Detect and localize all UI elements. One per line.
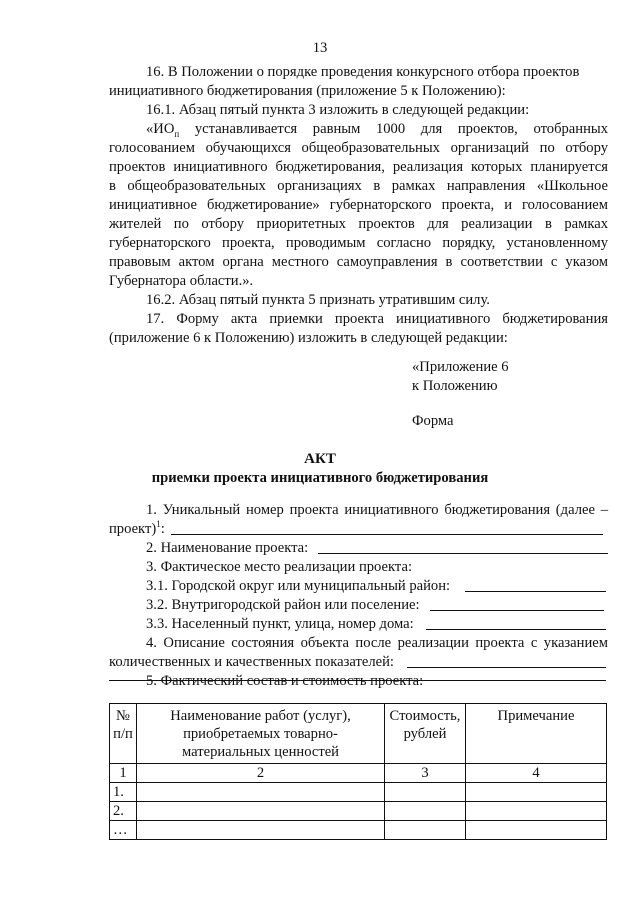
quote-line-8: правовым актом органа местного самоуправления в соответствии с указом	[109, 254, 608, 270]
act-subtitle: приемки проекта инициативного бюджетирования	[151, 470, 489, 486]
header-number: № п/п	[110, 704, 137, 764]
table-cell[interactable]	[137, 821, 385, 840]
field-1-label-cont: проект)$^1$:	[109, 519, 165, 537]
field-4-label: 4. Описание состояния объекта после реализации проекта с указанием	[146, 635, 608, 651]
quote-line-3: проектов инициативного бюджетирования, реализация которых планируется	[109, 159, 608, 175]
header-note: Примечание	[466, 704, 607, 764]
field-4-blank-1[interactable]	[407, 667, 606, 668]
paragraph-16-1: 16.1. Абзац пятый пункта 3 изложить в следующей редакции:	[146, 102, 530, 118]
table-cell[interactable]	[385, 802, 466, 821]
act-title: АКТ	[304, 451, 336, 467]
quote-line-7: губернаторского проекта, проводимым согласно порядку, установленному	[109, 235, 608, 251]
cost-table	[109, 703, 607, 840]
numbering-cell: 3	[385, 764, 466, 783]
quote-line-5: инициативное бюджетирование» губернаторского проекта, и голосованием	[109, 197, 608, 213]
field-3-3-blank[interactable]	[426, 629, 606, 630]
table-header-row	[110, 704, 607, 764]
quote-line-2: голосованием обучающихся общеобразовательных организаций по отбору	[109, 140, 608, 156]
table-row	[110, 783, 607, 802]
field-3-2-label: 3.2. Внутригородской район или поселение:	[146, 597, 420, 613]
paragraph-17-line-2: (приложение 6 к Положению) изложить в следующей редакции:	[109, 330, 508, 346]
table-cell[interactable]	[466, 821, 607, 840]
table-cell[interactable]	[466, 783, 607, 802]
appendix-line-2: к Положению	[412, 378, 498, 394]
table-cell[interactable]	[137, 802, 385, 821]
field-3-3-label: 3.3. Населенный пункт, улица, номер дома:	[146, 616, 414, 632]
row-number: …	[110, 821, 137, 840]
field-4-label-cont: количественных и качественных показателей:	[109, 654, 394, 670]
row-number: 2.	[110, 802, 137, 821]
quote-line-9: Губернатора области.».	[109, 273, 254, 289]
paragraph-16-line-2: инициативного бюджетирования (приложение 5 к Положению):	[109, 83, 506, 99]
page-number: 13	[312, 40, 328, 56]
quote-line-4: в общеобразовательных организациях в рамках направления «Школьное	[109, 178, 608, 194]
field-5-label: 5. Фактический состав и стоимость проекта:	[146, 673, 424, 689]
table-cell[interactable]	[137, 783, 385, 802]
field-3-label: 3. Фактическое место реализации проекта:	[146, 559, 412, 575]
field-3-2-blank[interactable]	[430, 610, 604, 611]
appendix-line-1: «Приложение 6	[412, 359, 509, 375]
header-name: Наименование работ (услуг), приобретаемых товарно- материальных ценностей	[137, 704, 385, 764]
field-3-1-label: 3.1. Городской округ или муниципальный район:	[146, 578, 451, 594]
quote-line-1: «$ИО_п$ устанавливается равным 1000 для проектов, отобранных	[146, 121, 608, 139]
table-cell[interactable]	[385, 821, 466, 840]
table-row	[110, 802, 607, 821]
paragraph-16-line-1: 16. В Положении о порядке проведения конкурсного отбора проектов	[146, 64, 580, 80]
table-cell[interactable]	[466, 802, 607, 821]
field-2-label: 2. Наименование проекта:	[146, 540, 309, 556]
table-row	[110, 821, 607, 840]
paragraph-17-line-1: 17. Форму акта приемки проекта инициативного бюджетирования	[146, 311, 608, 327]
header-cost: Стоимость, рублей	[385, 704, 466, 764]
paragraph-16-2: 16.2. Абзац пятый пункта 5 признать утратившим силу.	[146, 292, 490, 308]
field-3-1-blank[interactable]	[465, 591, 606, 592]
field-1-blank[interactable]	[171, 534, 603, 535]
quote-line-6: жителей по отбору приоритетных проектов для реализации в рамках	[109, 216, 608, 232]
numbering-cell: 2	[137, 764, 385, 783]
table-cell[interactable]	[385, 783, 466, 802]
field-1-label: 1. Уникальный номер проекта инициативного бюджетирования (далее –	[146, 502, 608, 518]
numbering-cell: 4	[466, 764, 607, 783]
field-2-blank[interactable]	[318, 553, 608, 554]
table-numbering-row	[110, 764, 607, 783]
form-label: Форма	[412, 413, 454, 429]
numbering-cell: 1	[110, 764, 137, 783]
row-number: 1.	[110, 783, 137, 802]
